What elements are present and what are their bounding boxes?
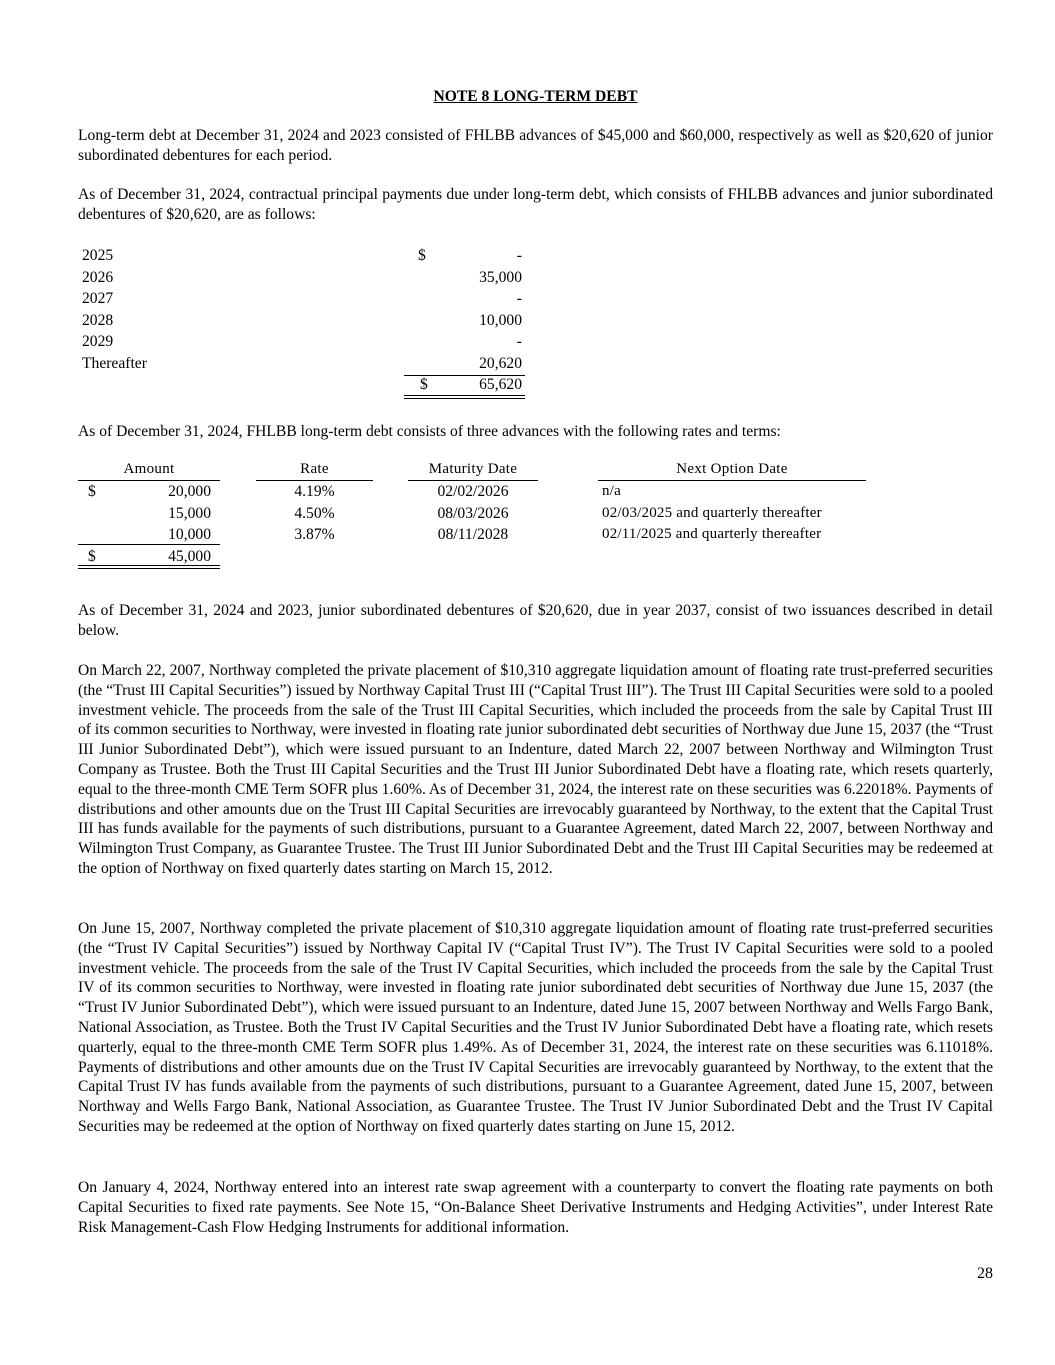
- advance-amount: 15,000: [168, 505, 211, 522]
- schedule-row: [82, 311, 522, 333]
- advances-double-rule: [78, 568, 220, 569]
- schedule-amount: 35,000: [479, 268, 522, 286]
- paragraph-fhlbb-intro: As of December 31, 2024, FHLBB long-term debt consists of three advances with the following rates and terms:: [78, 423, 781, 440]
- schedule-amount: -: [516, 247, 522, 264]
- schedule-total-row: [82, 375, 522, 397]
- advance-rate: 4.50%: [294, 505, 335, 522]
- schedule-total-amount: 65,620: [479, 376, 522, 393]
- schedule-amount: -: [516, 333, 522, 350]
- advance-next-option: 02/11/2025 and quarterly thereafter: [602, 526, 822, 542]
- advance-amount: 20,000: [168, 483, 211, 500]
- advances-total-amount: 45,000: [168, 548, 211, 565]
- schedule-year: 2025: [82, 247, 114, 264]
- schedule-total-currency: $: [420, 376, 428, 393]
- paragraph-junior-debentures: As of December 31, 2024 and 2023, junior subordinated debentures of $20,620, due in year 2037, consist of two issuances described in detail below.: [78, 602, 993, 639]
- schedule-row: [82, 268, 522, 290]
- advances-total-currency: $: [88, 548, 96, 565]
- advance-next-option: n/a: [602, 483, 621, 499]
- table-row: [78, 525, 868, 546]
- advance-rate: 4.19%: [294, 483, 335, 500]
- schedule-year: 2027: [82, 290, 114, 307]
- advances-total-rule: [78, 544, 220, 545]
- advance-maturity: 08/11/2028: [437, 526, 509, 543]
- paragraph-long-term-debt-summary: Long-term debt at December 31, 2024 and 2023 consisted of FHLBB advances of $45,000 and $60,000, respectively as well as $20,620 of junior subordinated debentures for each period.: [78, 127, 993, 164]
- schedule-amount: -: [516, 290, 522, 307]
- advance-next-option: 02/03/2025 and quarterly thereafter: [602, 505, 822, 521]
- advance-maturity: 08/03/2026: [437, 505, 509, 522]
- schedule-year: Thereafter: [82, 354, 147, 372]
- schedule-row: [82, 246, 522, 268]
- schedule-double-rule: [404, 395, 525, 396]
- table-row: [78, 504, 868, 525]
- paragraph-contractual-payments-intro: As of December 31, 2024, contractual principal payments due under long-term debt, which consists of FHLBB advances and junior subordinated debentures of $20,620, are as follows:: [78, 186, 993, 223]
- schedule-row: [82, 332, 522, 354]
- header-amount: Amount: [78, 460, 220, 481]
- advance-rate: 3.87%: [294, 526, 335, 543]
- schedule-double-rule: [404, 398, 525, 399]
- schedule-year: 2026: [82, 268, 114, 286]
- schedule-currency: $: [418, 247, 426, 264]
- schedule-row: [82, 289, 522, 311]
- table-row: [78, 482, 868, 503]
- schedule-row: [82, 354, 522, 376]
- schedule-amount: 10,000: [479, 311, 522, 329]
- schedule-amount: 20,620: [479, 354, 522, 372]
- advance-currency: $: [88, 483, 96, 500]
- header-next-option-date: Next Option Date: [598, 460, 866, 481]
- advance-amount: 10,000: [168, 526, 211, 543]
- header-maturity-date: Maturity Date: [408, 460, 538, 481]
- advances-double-rule: [78, 565, 220, 566]
- page-number: 28: [977, 1265, 993, 1282]
- header-rate: Rate: [256, 460, 373, 481]
- note-title: NOTE 8 LONG-TERM DEBT: [433, 88, 638, 105]
- advance-maturity: 02/02/2026: [437, 483, 509, 500]
- principal-payments-schedule: [82, 246, 522, 397]
- schedule-year: 2029: [82, 333, 114, 350]
- paragraph-trust-iv: On June 15, 2007, Northway completed the private placement of $10,310 aggregate liquidation amount of floating rate trust-preferred securities (the “Trust IV Capital Securities”) issued by Northway Capital IV (“Capital Trust IV”). The Trust IV Capital Securities were sold to a pooled investment vehicle. The proceeds from the sale of the Trust IV Capital Securities, which included the proceeds from the sale by the Capital Trust IV of its common securities to Northway, were invested in floating rate junior subordinated debt securities of Northway due June 15, 2037 (the “Trust IV Junior Subordinated Debt”), which were issued pursuant to an Indenture, dated June 15, 2007 between Northway and Wells Fargo Bank, National Association, as Trustee. Both the Trust IV Capital Securities and the Trust IV Junior Subordinated Debt have a floating rate, which resets quarterly, equal to the three-month CME Term SOFR plus 1.49%. As of December 31, 2024, the interest rate on these securities was 6.11018%. Payments of distributions and other amounts due on the Trust IV Capital Securities are irrevocably guaranteed by Northway, to the extent that the Capital Trust IV has funds available from the payments of such distributions, pursuant to a Guarantee Agreement, dated June 15, 2007, between Northway and Wells Fargo Bank, National Association, as Guarantee Trustee. The Trust IV Junior Subordinated Debt and the Trust IV Capital Securities may be redeemed at the option of Northway on fixed quarterly dates starting on June 15, 2012.: [78, 920, 993, 1135]
- schedule-year: 2028: [82, 311, 114, 329]
- paragraph-trust-iii: On March 22, 2007, Northway completed the private placement of $10,310 aggregate liquidation amount of floating rate trust-preferred securities (the “Trust III Capital Securities”) issued by Northway Capital Trust III (“Capital Trust III”). The Trust III Capital Securities were sold to a pooled investment vehicle. The proceeds from the sale of the Trust III Capital Securities, which included the proceeds from the sale by Capital Trust III of its common securities to Northway, were invested in floating rate junior subordinated debt securities of Northway due June 15, 2037 (the “Trust III Junior Subordinated Debt”), which were issued pursuant to an Indenture, dated March 22, 2007 between Northway and Wilmington Trust Company as Trustee. Both the Trust III Capital Securities and the Trust III Junior Subordinated Debt have a floating rate, which resets quarterly, equal to the three-month CME Term SOFR plus 1.60%. As of December 31, 2024, the interest rate on these securities was 6.22018%. Payments of distributions and other amounts due on the Trust III Capital Securities are irrevocably guaranteed by Northway, to the extent that the Capital Trust III has funds available for the payments of such distributions, pursuant to a Guarantee Agreement, dated March 22, 2007, between Northway and Wilmington Trust Company, as Guarantee Trustee. The Trust III Junior Subordinated Debt and the Trust III Capital Securities may be redeemed at the option of Northway on fixed quarterly dates starting on March 15, 2012.: [78, 662, 993, 877]
- paragraph-interest-rate-swap: On January 4, 2024, Northway entered into an interest rate swap agreement with a counterparty to convert the floating rate payments on both Capital Securities to fixed rate payments. See Note 15, “On-Balance Sheet Derivative Instruments and Hedging Activities”, under Interest Rate Risk Management-Cash Flow Hedging Instruments for additional information.: [78, 1179, 993, 1236]
